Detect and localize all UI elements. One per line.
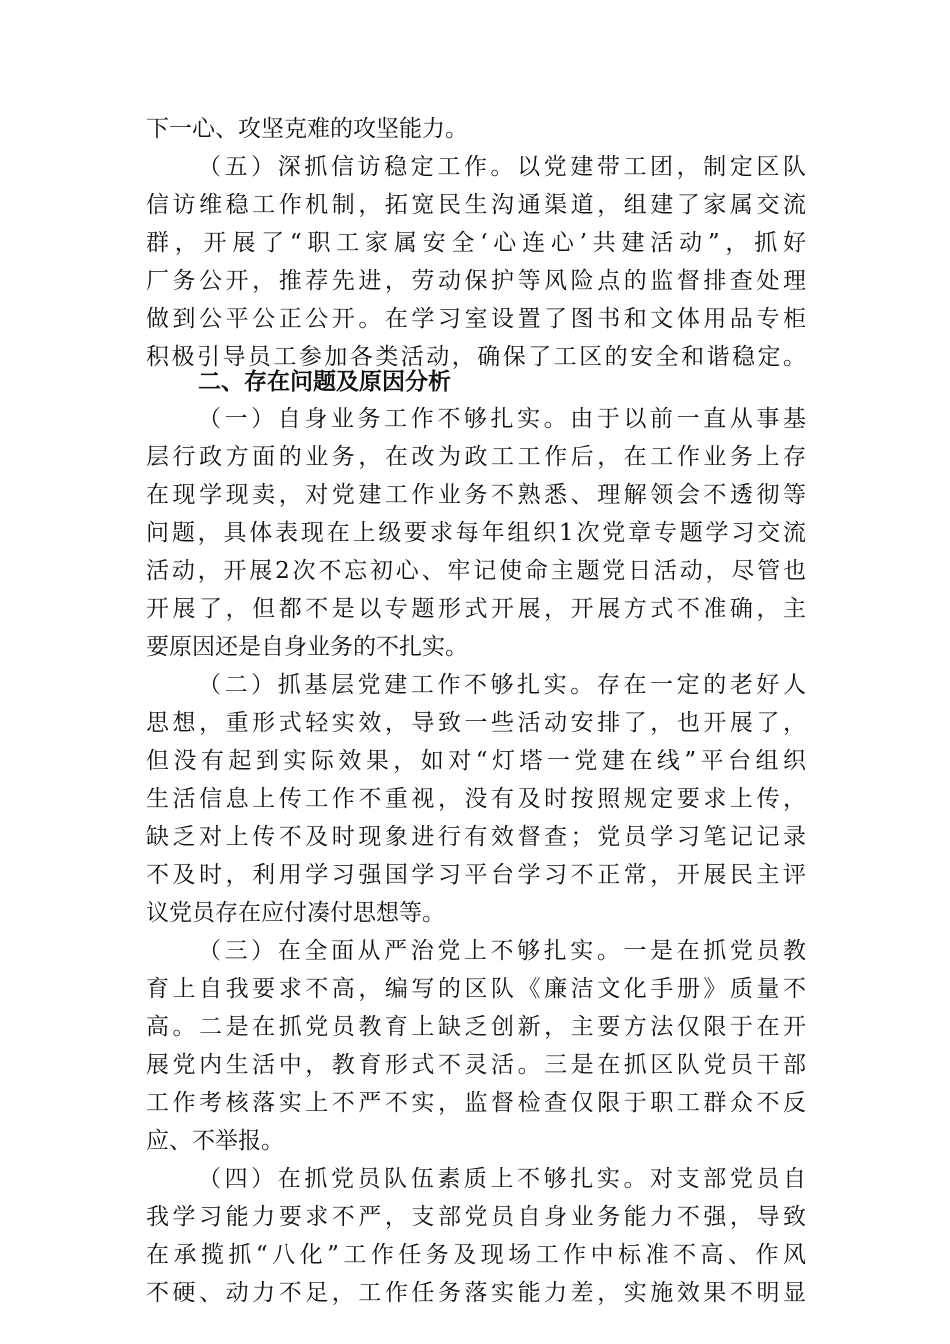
text-line: 但没有起到实际效果，如对“灯塔一党建在线”平台组织 <box>146 748 806 774</box>
text-line: 厂务公开，推荐先进，劳动保护等风险点的监督排查处理 <box>146 268 806 294</box>
paragraph-1-line: （一）自身业务工作不够扎实。由于以前一直从事基 <box>198 406 806 432</box>
text-line: 应、不举报。 <box>146 1128 284 1154</box>
text-line: 开展了，但都不是以专题形式开展，开展方式不准确，主 <box>146 596 806 622</box>
text-line: 思想，重形式轻实效，导致一些活动安排了，也开展了， <box>146 710 806 736</box>
text-line: 要原因还是自身业务的不扎实。 <box>146 634 468 660</box>
text-line: 高。二是在抓党员教育上缺乏创新，主要方法仅限于在开 <box>146 1014 806 1040</box>
text-line: 生活信息上传工作不重视，没有及时按照规定要求上传， <box>146 786 806 812</box>
text-line: 不硬、动力不足，工作任务落实能力差，实施效果不明显 <box>146 1280 806 1306</box>
paragraph-5-line: （五）深抓信访稳定工作。以党建带工团，制定区队 <box>198 154 806 180</box>
text-line: 在现学现卖，对党建工作业务不熟悉、理解领会不透彻等 <box>146 482 806 508</box>
text-line: 展党内生活中，教育形式不灵活。三是在抓区队党员干部 <box>146 1052 806 1078</box>
text-line: 群，开展了“职工家属安全‘心连心’共建活动”，抓好 <box>146 230 806 256</box>
paragraph-4-line: （四）在抓党员队伍素质上不够扎实。对支部党员自 <box>198 1166 806 1192</box>
text-line: 不及时，利用学习强国学习平台学习不正常，开展民主评 <box>146 862 806 888</box>
text-line: 问题，具体表现在上级要求每年组织1次党章专题学习交流 <box>146 520 806 546</box>
paragraph-3-line: （三）在全面从严治党上不够扎实。一是在抓党员教 <box>198 938 806 964</box>
section-heading: 二、存在问题及原因分析 <box>198 369 451 395</box>
text-line: 信访维稳工作机制，拓宽民生沟通渠道，组建了家属交流 <box>146 192 806 218</box>
text-line: 层行政方面的业务，在改为政工工作后，在工作业务上存 <box>146 444 806 470</box>
text-line: 做到公平公正公开。在学习室设置了图书和文体用品专柜 <box>146 306 806 332</box>
text-line: 活动，开展2次不忘初心、牢记使命主题党日活动，尽管也 <box>146 558 806 584</box>
text-line: 在承揽抓“八化”工作任务及现场工作中标准不高、作风 <box>146 1242 806 1268</box>
text-line: 育上自我要求不高，编写的区队《廉洁文化手册》质量不 <box>146 976 806 1002</box>
text-line: 工作考核落实上不严不实，监督检查仅限于职工群众不反 <box>146 1090 806 1116</box>
paragraph-2-line: （二）抓基层党建工作不够扎实。存在一定的老好人 <box>198 672 806 698</box>
text-line: 缺乏对上传不及时现象进行有效督查；党员学习笔记记录 <box>146 824 806 850</box>
text-line: 下一心、攻坚克难的攻坚能力。 <box>146 116 468 142</box>
text-line: 我学习能力要求不严，支部党员自身业务能力不强，导致 <box>146 1204 806 1230</box>
text-line: 议党员存在应付凑付思想等。 <box>146 900 445 926</box>
text-line: 积极引导员工参加各类活动，确保了工区的安全和谐稳定。 <box>146 344 806 370</box>
